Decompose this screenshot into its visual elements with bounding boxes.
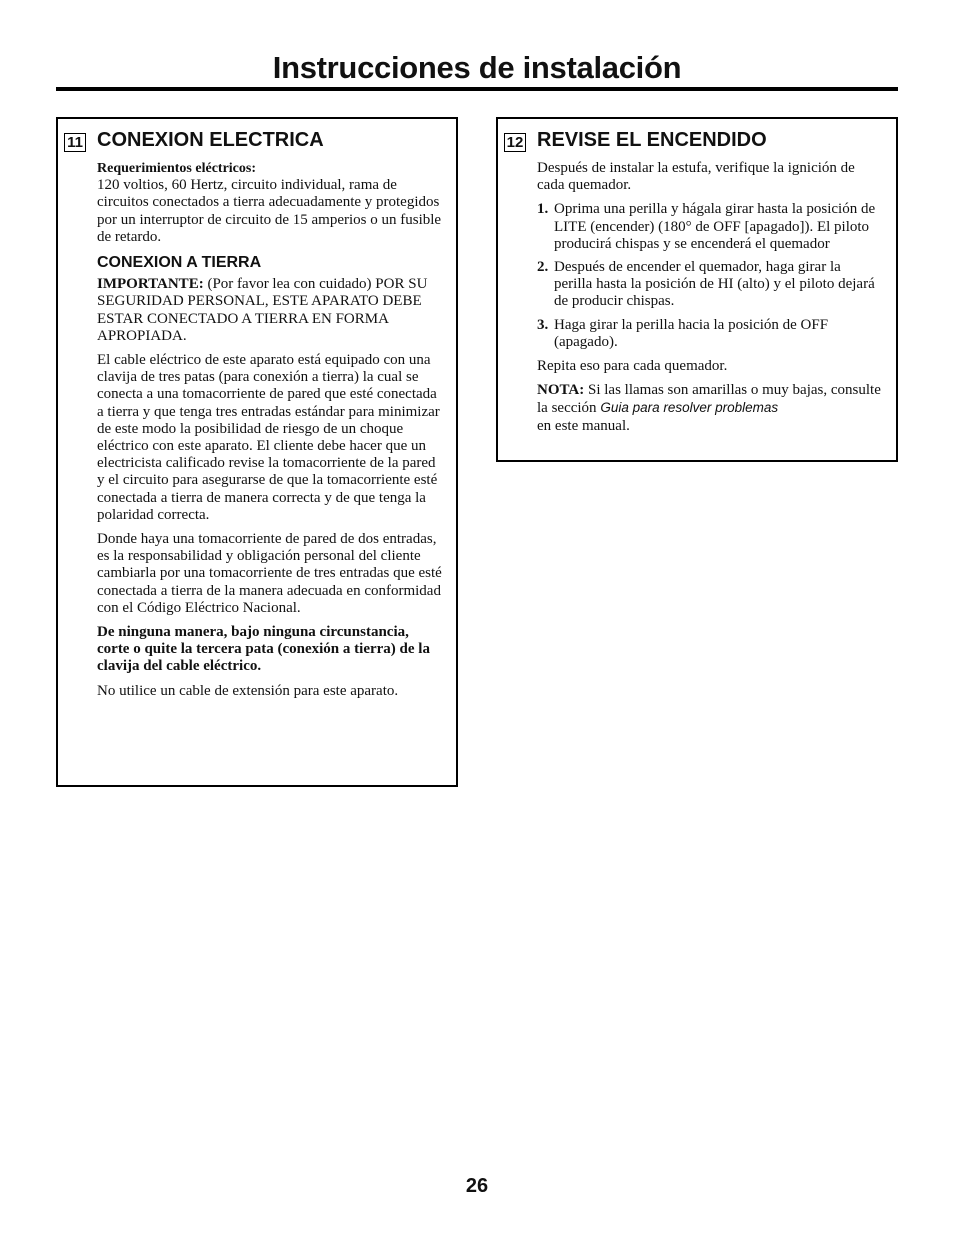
title-rule <box>56 87 898 91</box>
note-paragraph <box>537 382 882 435</box>
note-end: en este manual. <box>537 417 630 434</box>
step-item <box>537 259 882 311</box>
requirements-text: 120 voltios, 60 Hertz, circuito individual, rama de circuitos conectados a tierra adecuadamente y protegidos por un interruptor de circuito de 15 amperios o un fusible de retardo. <box>97 177 442 245</box>
steps-list <box>537 201 882 351</box>
step-number: 1. <box>537 201 549 218</box>
page-title: Instrucciones de instalación <box>272 50 682 85</box>
step-item <box>537 317 882 351</box>
step-item <box>537 201 882 253</box>
step-number: 3. <box>537 316 549 333</box>
grounding-paragraph: El cable eléctrico de este aparato está equipado con una clavija de tres patas (para conexión a tierra) la cual se conecta a una tomacorriente de pared que esté conectada a tierra y que tenga tres entradas estándar para minimizar de este modo la posibilidad de riesgo de un choque eléctrico con este aparato. El cliente debe hacer que un electricista calificado revise la tomacorriente de la pared y el circuito para asegurarse de que la tomacorriente esté conectada a tierra de manera correcta y de que tenga la polaridad correcta. <box>97 352 440 523</box>
section-electrical-connection <box>56 117 458 787</box>
step-text: Haga girar la perilla hacia la posición de OFF (apagado). <box>554 316 829 350</box>
note-text: Si las llamas son amarillas o muy bajas, consulte la sección <box>537 382 881 417</box>
section-title: CONEXION ELECTRICA <box>97 129 324 151</box>
grounding-subheading: CONEXION A TIERRA <box>97 254 262 272</box>
important-text: (Por favor lea con cuidado) POR SU SEGURIDAD PERSONAL, ESTE APARATO DEBE ESTAR CONECTADO A TIERRA EN FORMA APROPIADA. <box>97 276 428 344</box>
intro-paragraph: Después de instalar la estufa, verifique la ignición de cada quemador. <box>537 160 855 194</box>
step-number: 2. <box>537 259 549 276</box>
important-notice <box>97 276 442 345</box>
requirements-label: Requerimientos eléctricos: <box>97 161 256 176</box>
warning-text: De ninguna manera, bajo ninguna circunstancia, corte o quite la tercera pata (conexión a tierra) de la clavija del cable eléctrico. <box>97 624 430 675</box>
two-prong-paragraph: Donde haya una tomacorriente de pared de dos entradas, es la responsabilidad y obligación personal del cliente cambiarla por una tomacorriente de tres entradas que esté conectada a tierra de la manera adecuada en conformidad con el Código Eléctrico Nacional. <box>97 531 442 616</box>
section-title: REVISE EL ENCENDIDO <box>537 129 767 151</box>
electrical-requirements <box>97 160 442 246</box>
warning-paragraph <box>97 624 442 676</box>
troubleshooting-reference: Guia para resolver problemas <box>600 400 779 416</box>
section-body <box>97 160 442 707</box>
extension-cord-paragraph: No utilice un cable de extensión para este aparato. <box>97 682 399 699</box>
section-body <box>537 160 882 442</box>
section-check-ignition <box>496 117 898 462</box>
section-number-badge: 12 <box>504 133 526 152</box>
step-text: Después de encender el quemador, haga girar la perilla hasta la posición de HI (alto) y el piloto dejará de producir chispas. <box>554 259 875 310</box>
page-number: 26 <box>465 1175 489 1197</box>
step-text: Oprima una perilla y hágala girar hasta la posición de LITE (encender) (180° de OFF [apagado]). El piloto producirá chispas y se encenderá el quemador <box>554 201 876 252</box>
important-label: IMPORTANTE: <box>97 276 204 293</box>
note-label: NOTA: <box>537 382 585 399</box>
repeat-paragraph: Repita eso para cada quemador. <box>537 358 728 375</box>
section-number-badge: 11 <box>64 133 86 152</box>
